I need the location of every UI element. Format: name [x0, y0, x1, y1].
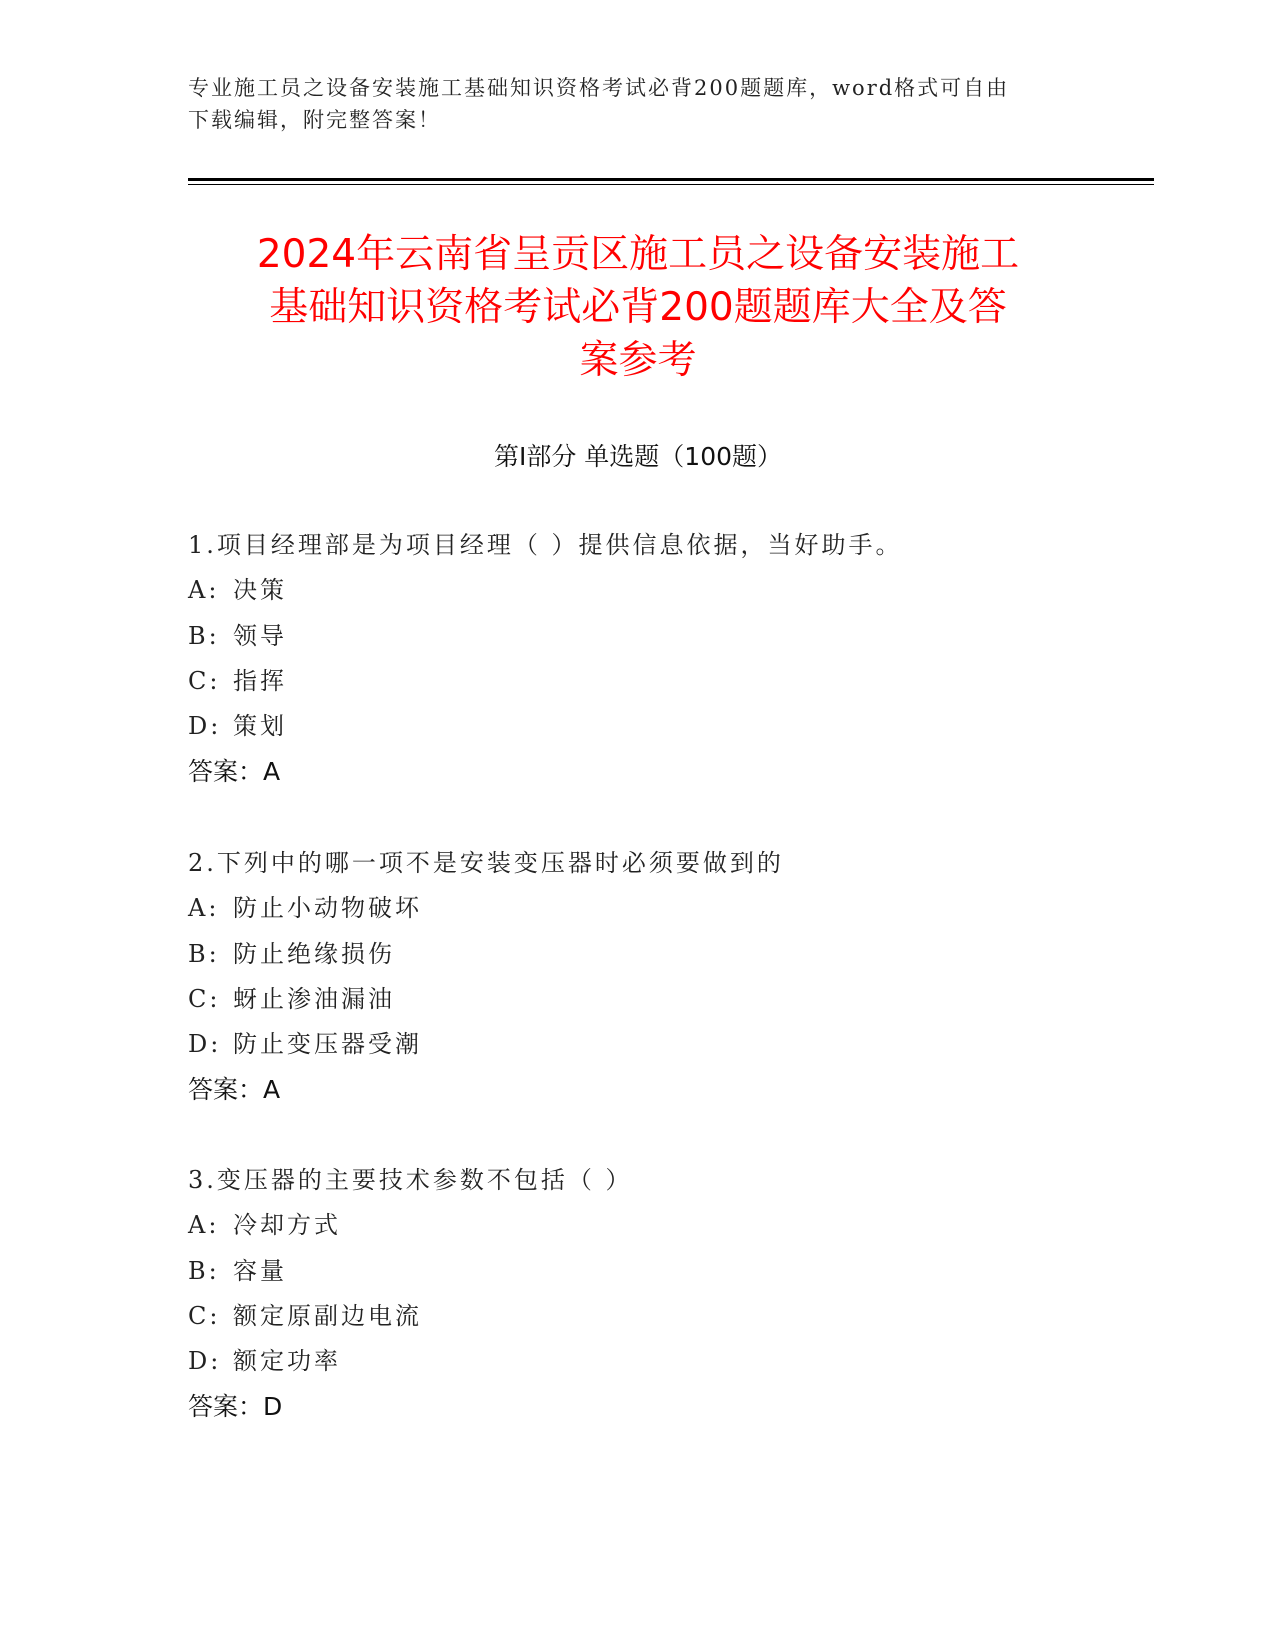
- option-text: 指挥: [233, 666, 287, 695]
- option-text: 领导: [233, 621, 287, 650]
- option-b: [188, 614, 1088, 659]
- option-key: C:: [188, 666, 221, 695]
- question-stem: 3.变压器的主要技术参数不包括（ ）: [188, 1166, 633, 1194]
- option-c: [188, 1294, 1088, 1339]
- option-c: [188, 977, 1088, 1022]
- header-divider-thick: [188, 178, 1154, 181]
- section-title: 第Ⅰ部分 单选题（100题）: [493, 442, 783, 471]
- option-key: B:: [188, 621, 220, 650]
- option-text: 防止变压器受潮: [233, 1030, 422, 1059]
- option-text: 容量: [233, 1256, 287, 1285]
- document-title-line-1: 2024年云南省呈贡区施工员之设备安装施工: [256, 232, 1020, 277]
- option-key: B:: [188, 1256, 220, 1285]
- document-title: [188, 228, 1088, 387]
- option-d: [188, 704, 1088, 749]
- option-text: 蚜止渗油漏油: [233, 984, 395, 1013]
- document-title-line-2: 基础知识资格考试必背200题题库大全及答: [269, 285, 1007, 330]
- option-text: 防止小动物破坏: [233, 894, 422, 923]
- option-a: [188, 886, 1088, 931]
- question-block: [188, 1158, 1088, 1430]
- question-block: [188, 523, 1088, 795]
- option-key: D:: [188, 1347, 222, 1376]
- header-note-line-2: 下载编辑，附完整答案！: [188, 108, 441, 132]
- option-key: A:: [188, 576, 220, 605]
- answer-line: 答案：A: [188, 757, 281, 787]
- option-text: 冷却方式: [233, 1211, 341, 1240]
- option-key: A:: [188, 1211, 220, 1240]
- option-key: D:: [188, 1030, 222, 1059]
- option-d: [188, 1022, 1088, 1067]
- option-key: A:: [188, 894, 220, 923]
- option-a: [188, 568, 1088, 613]
- option-c: [188, 659, 1088, 704]
- document-title-line-3: 案参考: [579, 338, 697, 383]
- question-block: [188, 841, 1088, 1113]
- question-stem: 2.下列中的哪一项不是安装变压器时必须要做到的: [188, 849, 784, 877]
- option-text: 决策: [233, 576, 287, 605]
- header-note: [188, 72, 1088, 136]
- option-key: C:: [188, 984, 221, 1013]
- option-d: [188, 1339, 1088, 1384]
- option-text: 额定功率: [233, 1347, 341, 1376]
- answer-line: 答案：D: [188, 1392, 283, 1422]
- option-a: [188, 1203, 1088, 1248]
- header-divider-thin: [188, 184, 1154, 185]
- header-note-line-1: 专业施工员之设备安装施工基础知识资格考试必背200题题库，word格式可自由: [188, 76, 1010, 100]
- option-key: D:: [188, 712, 222, 741]
- option-key: B:: [188, 939, 220, 968]
- option-b: [188, 1249, 1088, 1294]
- answer-line: 答案：A: [188, 1075, 281, 1105]
- option-text: 策划: [233, 712, 287, 741]
- question-stem: 1.项目经理部是为项目经理（ ）提供信息依据，当好助手。: [188, 531, 903, 559]
- option-key: C:: [188, 1301, 221, 1330]
- option-text: 防止绝缘损伤: [233, 939, 395, 968]
- option-text: 额定原副边电流: [233, 1301, 422, 1330]
- option-b: [188, 932, 1088, 977]
